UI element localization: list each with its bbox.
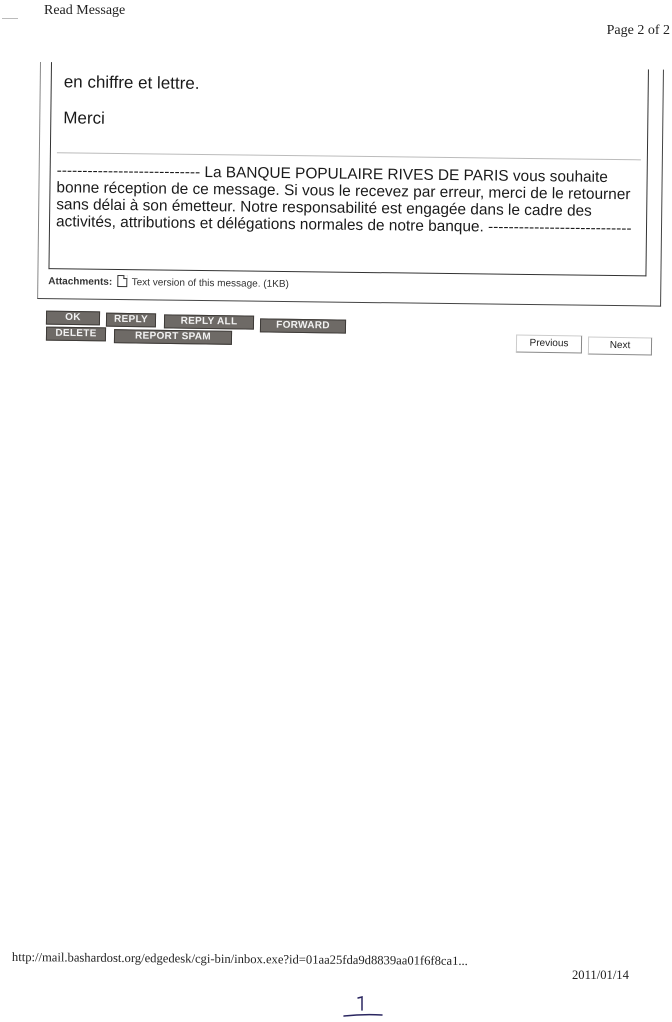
scan-mark: [2, 18, 18, 19]
handwritten-page-number: [338, 992, 388, 1020]
attachments-row: [48, 274, 289, 290]
attachments-label: Attachments:: [48, 276, 113, 288]
page-title: Read Message: [44, 3, 126, 18]
previous-button[interactable]: Previous: [516, 335, 582, 354]
message-text-line: en chiffre et lettre.: [63, 72, 200, 93]
footer-date: 2011/01/14: [572, 968, 629, 982]
page-number: Page 2 of 2: [606, 23, 670, 38]
document-icon: [117, 275, 127, 287]
message-body: [48, 62, 648, 276]
reply-button[interactable]: REPLY: [106, 313, 156, 328]
next-button[interactable]: Next: [588, 337, 652, 356]
forward-button[interactable]: FORWARD: [260, 318, 346, 333]
message-signoff: Merci: [63, 108, 105, 128]
divider: [57, 152, 641, 160]
delete-button[interactable]: DELETE: [46, 327, 106, 342]
footer-url: http://mail.bashardost.org/edgedesk/cgi-bin/inbox.exe?id=01aa25fda9d8839aa01f6f8ca1...: [11, 950, 468, 968]
attachment-link[interactable]: Text version of this message. (1KB): [131, 277, 289, 291]
handwritten-text: ٢: [372, 1006, 373, 1007]
reply-all-button[interactable]: REPLY ALL: [164, 314, 254, 329]
bank-disclaimer: ---------------------------- La BANQUE POPULAIRE RIVES DE PARIS vous souhaite bonne réception de ce message. Si vous le recevez par erreur, merci de le retourner sans délai à son émetteur. Notre responsabilité est engagée dans le cadre des activités, attributions et délégations normales de notre banque. ----------------------------: [55, 162, 632, 238]
ok-button[interactable]: OK: [46, 311, 100, 326]
report-spam-button[interactable]: REPORT SPAM: [114, 329, 232, 345]
message-panel: [37, 62, 664, 307]
